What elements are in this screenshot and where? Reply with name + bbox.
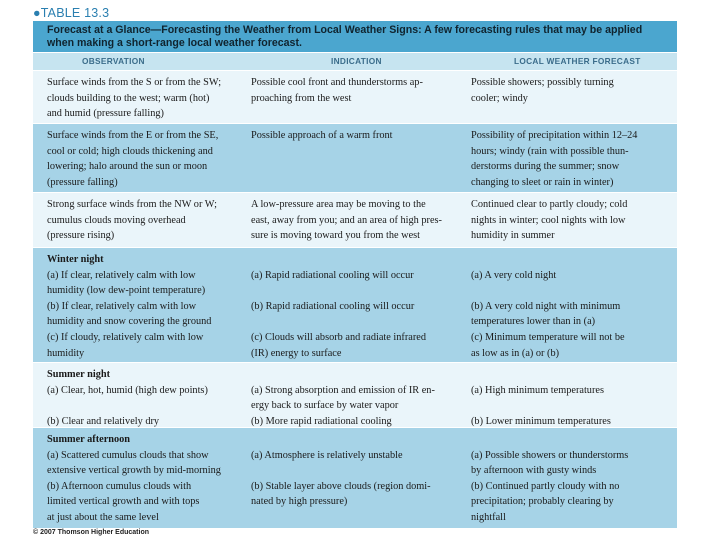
cell-line: and humid (pressure falling) bbox=[47, 108, 164, 120]
cell-line: nightfall bbox=[471, 511, 506, 523]
cell-line: ergy back to surface by water vapor bbox=[251, 400, 399, 412]
table-caption bbox=[33, 21, 677, 50]
observation-cell bbox=[47, 383, 208, 430]
cell-line: Surface winds from the E or from the SE, bbox=[47, 130, 219, 141]
row-group-title: Summer night bbox=[47, 369, 111, 380]
cell-line: temperatures lower than in (a) bbox=[471, 316, 596, 328]
cell-line bbox=[471, 283, 625, 299]
observation-cell bbox=[47, 197, 217, 244]
copyright: © 2007 Thomson Higher Education bbox=[33, 529, 150, 536]
indication-cell bbox=[251, 197, 442, 244]
cell-line: (b) Clear and relatively dry bbox=[47, 415, 160, 427]
cell-line: (c) If cloudy, relatively calm with low bbox=[47, 331, 204, 343]
cell-line: cumulus clouds moving overhead bbox=[47, 214, 186, 226]
cell-line: cooler; windy bbox=[471, 92, 528, 104]
table-row bbox=[33, 248, 677, 362]
table-label-text: TABLE 13.3 bbox=[40, 6, 110, 20]
observation-cell bbox=[47, 268, 211, 362]
cell-line: (a) A very cold night bbox=[471, 269, 557, 281]
cell-line: humidity and snow covering the ground bbox=[47, 316, 212, 328]
column-header-indication: INDICATION bbox=[331, 56, 382, 66]
column-headers bbox=[33, 53, 677, 70]
bullet-icon: ● bbox=[33, 6, 41, 20]
table-row bbox=[33, 71, 677, 123]
caption-line-2: when making a short-range local weather forecast. bbox=[47, 37, 302, 49]
cell-line: (a) Clear, hot, humid (high dew points) bbox=[47, 384, 208, 396]
caption-line-1: Forecast at a Glance—Forecasting the Weather from Local Weather Signs: A few forecasting rules that may be applied bbox=[47, 24, 643, 36]
cell-line: (b) Afternoon cumulus clouds with bbox=[47, 480, 192, 492]
cell-line: (b) More rapid radiational cooling bbox=[251, 415, 392, 427]
cell-line: hours; windy (rain with possible thun- bbox=[471, 145, 629, 157]
forecast-cell bbox=[471, 128, 637, 190]
cell-line bbox=[471, 398, 611, 414]
cell-line: (c) Minimum temperature will not be bbox=[471, 331, 625, 343]
column-header-forecast: LOCAL WEATHER FORECAST bbox=[514, 56, 641, 66]
cell-line: (b) Lower minimum temperatures bbox=[471, 415, 611, 427]
cell-line: Possible showers; possibly turning bbox=[471, 77, 614, 88]
cell-line: (a) If clear, relatively calm with low bbox=[47, 269, 196, 281]
cell-line: (a) Atmosphere is relatively unstable bbox=[251, 449, 403, 461]
cell-line: (c) Clouds will absorb and radiate infrared bbox=[251, 331, 426, 343]
cell-line: (a) Scattered cumulus clouds that show bbox=[47, 449, 209, 461]
cell-line: precipitation; probably clearing by bbox=[471, 496, 614, 508]
indication-cell bbox=[251, 383, 435, 430]
cell-line: by afternoon with gusty winds bbox=[471, 465, 597, 477]
cell-line: humidity in summer bbox=[471, 230, 555, 242]
table-row bbox=[33, 428, 677, 528]
cell-line: (pressure rising) bbox=[47, 230, 115, 242]
observation-cell bbox=[47, 75, 221, 122]
cell-line: proaching from the west bbox=[251, 92, 352, 104]
cell-line: as low as in (a) or (b) bbox=[471, 347, 560, 359]
forecast-cell bbox=[471, 75, 614, 106]
forecast-cell bbox=[471, 197, 627, 244]
column-header-observation: OBSERVATION bbox=[82, 56, 145, 66]
cell-line: nights in winter; cool nights with low bbox=[471, 214, 626, 226]
cell-line: (b) A very cold night with minimum bbox=[471, 300, 621, 312]
cell-line: (a) Rapid radiational cooling will occur bbox=[251, 269, 414, 281]
cell-line: east, away from you; and an area of high pres- bbox=[251, 214, 442, 226]
row-group-title: Winter night bbox=[47, 254, 104, 265]
cell-line: Possible approach of a warm front bbox=[251, 130, 393, 141]
observation-cell bbox=[47, 128, 218, 190]
cell-line: (IR) energy to surface bbox=[251, 347, 342, 359]
row-group-title: Summer afternoon bbox=[47, 434, 131, 445]
forecast-cell bbox=[471, 383, 611, 430]
cell-line: (b) Rapid radiational cooling will occur bbox=[251, 300, 415, 312]
cell-line: (pressure falling) bbox=[47, 176, 118, 188]
cell-line: (b) Continued partly cloudy with no bbox=[471, 480, 620, 492]
cell-line: extensive vertical growth by mid-morning bbox=[47, 465, 221, 477]
table-row bbox=[33, 363, 677, 427]
cell-line: (b) Stable layer above clouds (region domi- bbox=[251, 480, 431, 492]
cell-line: (a) High minimum temperatures bbox=[471, 384, 604, 396]
indication-cell bbox=[251, 128, 393, 144]
cell-line: lowering; halo around the sun or moon bbox=[47, 161, 208, 173]
cell-line: clouds building to the west; warm (hot) bbox=[47, 92, 210, 104]
cell-line bbox=[251, 283, 426, 299]
cell-line bbox=[251, 314, 426, 330]
forecast-cell bbox=[471, 268, 625, 362]
indication-cell bbox=[251, 75, 423, 106]
forecast-cell bbox=[471, 448, 628, 526]
table-row bbox=[33, 193, 677, 247]
cell-line bbox=[251, 463, 431, 479]
cell-line: changing to sleet or rain in winter) bbox=[471, 176, 614, 188]
cell-line: A low-pressure area may be moving to the bbox=[251, 199, 426, 210]
cell-line: Possibility of precipitation within 12–24 bbox=[471, 130, 638, 141]
cell-line: sure is moving toward you from the west bbox=[251, 230, 421, 242]
cell-line: humidity bbox=[47, 347, 85, 359]
cell-line: Continued clear to partly cloudy; cold bbox=[471, 199, 628, 210]
table-row bbox=[33, 124, 677, 192]
indication-cell bbox=[251, 448, 431, 510]
cell-line: derstorms during the summer; snow bbox=[471, 161, 620, 173]
observation-cell bbox=[47, 448, 221, 526]
cell-line: (b) If clear, relatively calm with low bbox=[47, 300, 197, 312]
indication-cell bbox=[251, 268, 426, 362]
table-caption-header bbox=[33, 21, 677, 52]
cell-line: humidity (low dew-point temperature) bbox=[47, 285, 206, 297]
cell-line: cool or cold; high clouds thickening and bbox=[47, 145, 213, 157]
cell-line bbox=[47, 398, 208, 414]
table-label bbox=[33, 6, 109, 20]
cell-line: (a) Strong absorption and emission of IR en- bbox=[251, 384, 435, 396]
cell-line: Surface winds from the S or from the SW; bbox=[47, 77, 222, 88]
cell-line: Possible cool front and thunderstorms ap- bbox=[251, 77, 423, 88]
cell-line: Strong surface winds from the NW or W; bbox=[47, 199, 217, 210]
cell-line: at just about the same level bbox=[47, 511, 159, 523]
cell-line: (a) Possible showers or thunderstorms bbox=[471, 449, 629, 461]
cell-line: limited vertical growth and with tops bbox=[47, 496, 200, 508]
cell-line: nated by high pressure) bbox=[251, 496, 348, 508]
